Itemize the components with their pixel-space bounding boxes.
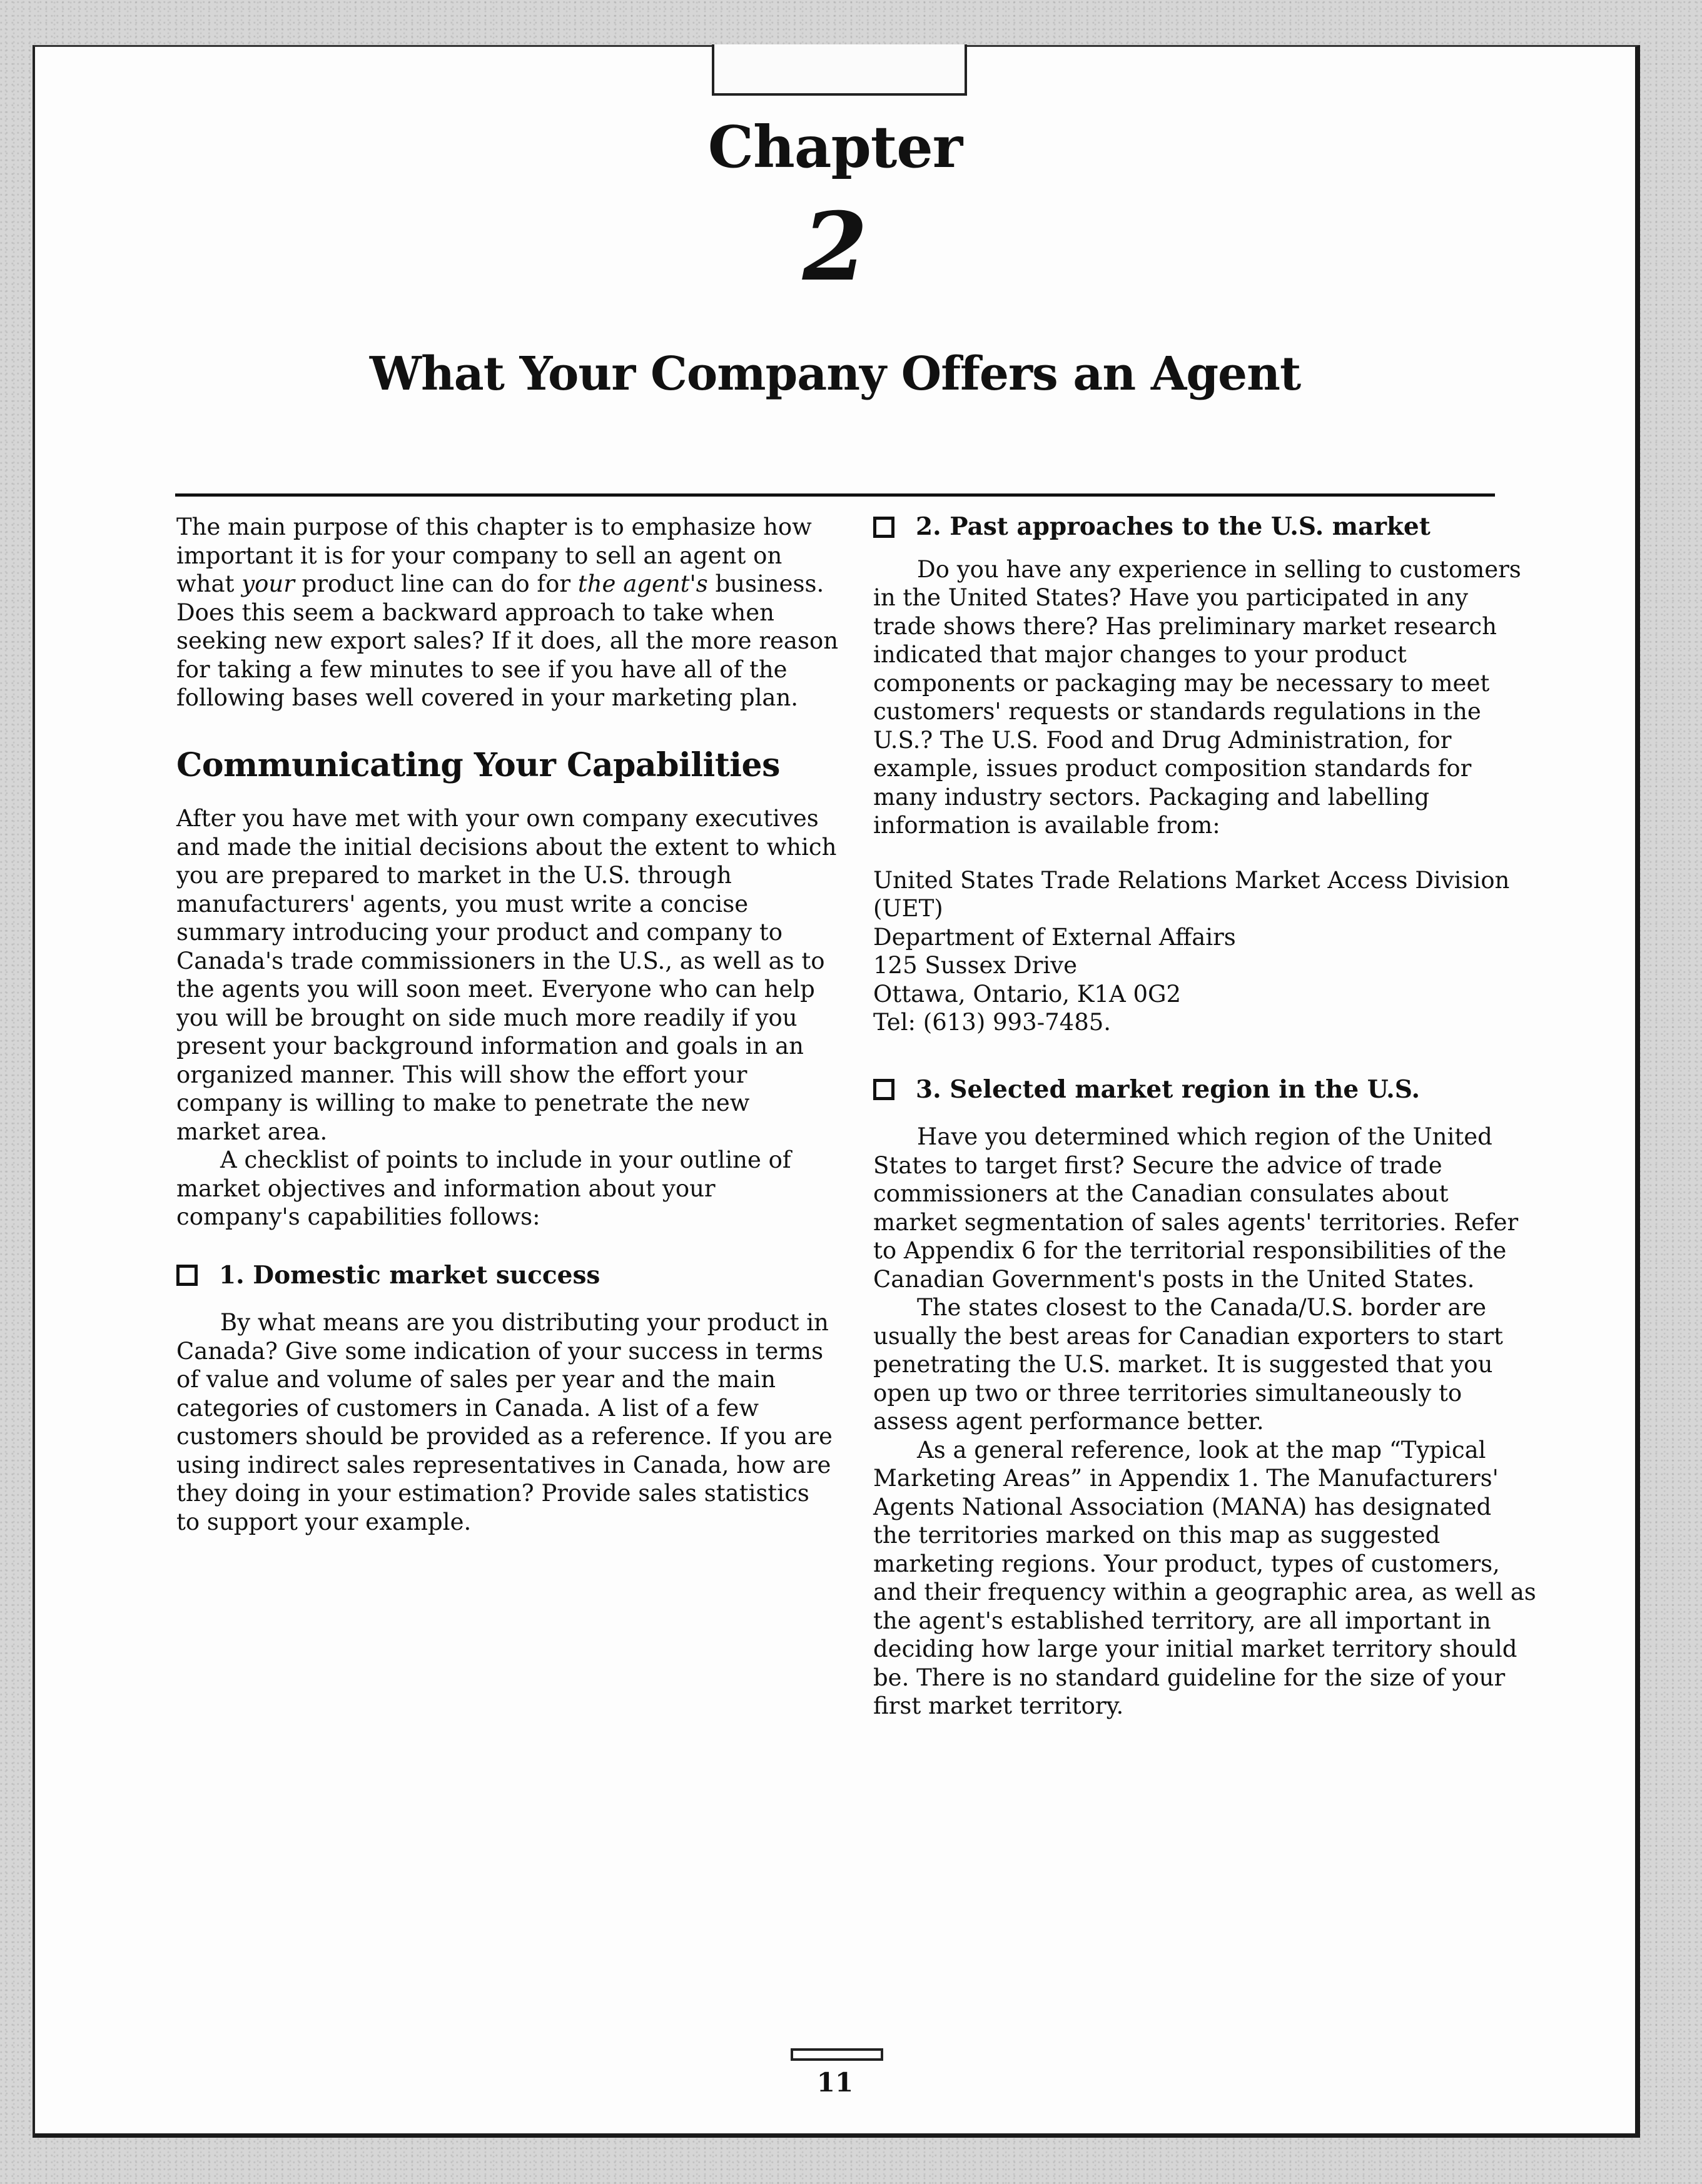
checklist-item-2-body: Do you have any experience in selling to customers in the United States? Have you participated in any trade shows there? Has preliminary market research indicated that major changes to your product components or packaging may be necessary to meet customers' requests or standards regulations in the U.S.? The U.S. Food and Drug Administration, for example, issues product composition standards for many industry sectors. Packaging and labelling information is available from: bbox=[873, 555, 1521, 839]
checklist-item-1-heading bbox=[176, 1261, 839, 1290]
checklist-item-3-paragraph-2: The states closest to the Canada/U.S. border are usually the best areas for Canadian exporters to start penetrating the U.S. market. It is suggested that you open up two or three territories simultaneously to assess agent performance better. bbox=[873, 1294, 1503, 1435]
checklist-item-1-body: By what means are you distributing your product in Canada? Give some indication of your success in terms of value and volume of sales per year and the main categories of customers in Canada. A list of a few customers should be provided as a reference. If you are using indirect sales representatives in Canada, how are they doing in your estimation? Provide sales statistics to support your example. bbox=[176, 1309, 833, 1535]
checklist-item-3-paragraph-3: As a general reference, look at the map “Typical Marketing Areas” in Appendix 1. The Manufacturers' Agents National Association (MANA) has designated the territories marked on this map as suggested marketing regions. Your product, types of customers, and their frequency within a geographic area, as well as the agent's established territory, are all important in deciding how large your initial market territory should be. There is no standard guideline for the size of your first market territory. bbox=[873, 1436, 1536, 1719]
checkbox-icon bbox=[176, 1265, 198, 1286]
checklist-item-3-paragraph-1: Have you determined which region of the United States to target first? Secure the advice of trade commissioners at the Canadian consulates about market segmentation of sales agents' territories. Refer to Appendix 6 for the territorial responsibilities of the Canadian Government's posts in the United States. bbox=[873, 1123, 1519, 1293]
document-page bbox=[33, 45, 1640, 2138]
checklist-item-3-label: 3. Selected market region in the U.S. bbox=[916, 1074, 1421, 1104]
intro-paragraph bbox=[176, 513, 839, 712]
page-number-tab-marker bbox=[791, 2048, 883, 2061]
chapter-title: What Your Company Offers an Agent bbox=[369, 347, 1301, 401]
intro-text-2: product line can do for bbox=[294, 570, 578, 597]
chapter-label: Chapter bbox=[707, 113, 963, 181]
checklist-item-3-heading bbox=[873, 1076, 1536, 1105]
intro-text-1: The main purpose of this chapter is to emphasize how important it is for your company to sell an agent on what bbox=[176, 513, 812, 597]
checkbox-icon bbox=[873, 1079, 894, 1100]
left-column bbox=[176, 513, 839, 1536]
checkbox-icon bbox=[873, 517, 894, 538]
address-line: Department of External Affairs bbox=[873, 923, 1236, 951]
page-number: 11 bbox=[816, 2067, 854, 2098]
title-divider bbox=[175, 493, 1495, 497]
capabilities-paragraph-2: A checklist of points to include in your outline of market objectives and information about your company's capabilities follows: bbox=[176, 1146, 791, 1230]
address-line: Tel: (613) 993-7485. bbox=[873, 1009, 1112, 1036]
checklist-item-2-label: 2. Past approaches to the U.S. market bbox=[916, 512, 1431, 541]
address-line: 125 Sussex Drive bbox=[873, 952, 1078, 979]
right-column bbox=[873, 513, 1536, 1721]
address-line: United States Trade Relations Market Access Division (UET) bbox=[873, 866, 1510, 922]
contact-address bbox=[873, 866, 1536, 1037]
section-heading-capabilities: Communicating Your Capabilities bbox=[176, 746, 780, 784]
intro-emphasis-agents: the agent's bbox=[577, 570, 708, 597]
checklist-item-1-label: 1. Domestic market success bbox=[219, 1260, 600, 1290]
chapter-tab-marker bbox=[712, 44, 967, 96]
capabilities-paragraph-1: After you have met with your own company executives and made the initial decisions about the extent to which you are prepared to market in the U.S. through manufacturers' agents, you must write a concise summary introducing your product and company to Canada's trade commissioners in the U.S., as well as to the agents you will soon meet. Everyone who can help you will be brought on side much more readily if you present your background information and goals in an organized manner. This will show the effort your company is willing to make to penetrate the new market area. bbox=[176, 805, 837, 1145]
checklist-item-2-heading bbox=[873, 513, 1536, 542]
chapter-number: 2 bbox=[802, 192, 868, 302]
intro-text-3: business. Does this seem a backward approach to take when seeking new export sales? If it does, all the more reason for taking a few minutes to see if you have all of the following bases well covered in your marketing plan. bbox=[176, 570, 839, 711]
intro-emphasis-your: your bbox=[241, 570, 295, 597]
address-line: Ottawa, Ontario, K1A 0G2 bbox=[873, 980, 1182, 1008]
